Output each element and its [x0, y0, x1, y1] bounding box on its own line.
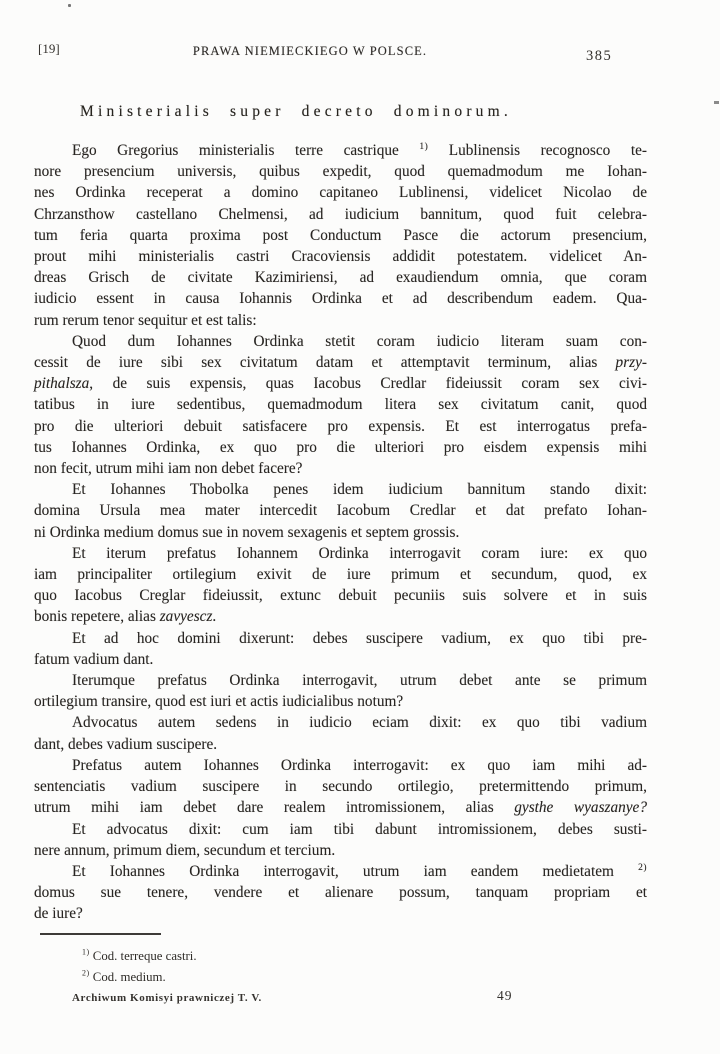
text-line [34, 543, 647, 564]
text-segment: tum feria quarta proxima post Conductum Pasce die actorum presencium, [34, 226, 647, 244]
paragraph [34, 755, 647, 819]
scan-speck [714, 101, 719, 104]
page-number: 385 [586, 48, 613, 64]
text-segment: cessit de iure sibi sex civitatum datam et attemptavit terminum, alias [34, 354, 616, 372]
text-segment: Lublinensis recognosco te- [428, 142, 647, 159]
paragraph [34, 543, 647, 628]
text-segment: bonis repetere, alias [34, 608, 160, 626]
document-title: Ministerialis super decreto dominorum. [80, 103, 512, 120]
text-segment: iudicio essent in causa Iohannis Ordinka et ad describendum eadem. Qua- [34, 290, 647, 308]
paragraph [34, 712, 647, 754]
text-segment: Et ad hoc domini dixerunt: debes suscipere vadium, ex quo tibi pre- [72, 629, 647, 647]
sheet-signature: 49 [497, 988, 513, 1003]
text-segment: prout mihi ministerialis castri Cracoviensis addidit potestatem. videlicet An- [34, 248, 647, 266]
folio-number: [19] [38, 41, 60, 56]
text-line [34, 628, 647, 649]
text-segment: Et advocatus dixit: cum iam tibi dabunt intromissionem, debes susti- [72, 820, 647, 838]
text-segment: nere annum, primum diem, secundum et tercium. [34, 841, 336, 859]
text-segment: Et Iohannes Thobolka penes idem iudicium bannitum stando dixit: [72, 481, 647, 499]
paragraph [34, 819, 647, 861]
text-line [34, 267, 647, 288]
text-line [34, 479, 647, 500]
footnote-ref: 1) [82, 947, 90, 957]
text-line [34, 373, 647, 394]
text-line [34, 161, 647, 182]
text-line [34, 776, 647, 797]
text-segment: Chrzansthow castellano Chelmensi, ad iudicium bannitum, quod fuit celebra- [34, 205, 647, 223]
text-segment: Ego Gregorius ministerialis terre castrique [72, 142, 420, 159]
running-title: PRAWA NIEMIECKIEGO W POLSCE. [192, 44, 428, 58]
text-line [34, 585, 647, 606]
scan-speck [68, 4, 71, 7]
text-segment: domus sue tenere, vendere et alienare possum, tanquam propriam et [34, 884, 647, 902]
text-segment: dant, debes vadium suscipere. [34, 735, 218, 753]
text-line [34, 882, 647, 903]
text-line [34, 649, 647, 670]
text-segment: sentenciatis vadium suscipere in secundo ortilegio, pretermittendo primum, [34, 778, 647, 796]
text-line [34, 500, 647, 521]
text-line [34, 437, 647, 458]
footnote-1 [82, 949, 197, 964]
paragraph [34, 670, 647, 712]
text-segment: Et Iohannes Ordinka interrogavit, utrum iam eandem medietatem [72, 862, 639, 880]
paragraph [34, 628, 647, 670]
text-line [34, 755, 647, 776]
text-segment: . [212, 608, 217, 626]
text-segment: Advocatus autem sedens in iudicio eciam dixit: ex quo tibi vadium [72, 714, 647, 732]
text-line [34, 288, 647, 309]
text-line [34, 204, 647, 225]
text-line [34, 712, 647, 733]
text-line [34, 691, 647, 712]
text-segment: tatibus in iure sedentibus, quemadmodum litera sex civitatum canit, quod [34, 396, 647, 414]
italic-gloss: zavyescz [159, 608, 213, 626]
footnote-ref: 2) [638, 862, 647, 873]
text-segment: Iterumque prefatus Ordinka interrogavit, utrum debet ante se primum [72, 672, 647, 690]
text-line [34, 416, 647, 437]
text-segment: fatum vadium dant. [34, 650, 154, 668]
text-line [34, 182, 647, 203]
text-segment: Et iterum prefatus Iohannem Ordinka interrogavit coram iure: ex quo [72, 544, 647, 562]
text-line [34, 819, 647, 840]
text-segment: Cod. medium. [89, 970, 166, 984]
text-segment: utrum mihi iam debet dare realem intromissionem, alias [34, 799, 515, 817]
text-segment: Cod. terreque castri. [89, 949, 197, 963]
text-segment: rum rerum tenor sequitur et est talis: [34, 311, 257, 329]
text-segment: ni Ordinka medium domus sue in novem sexagenis et septem grossis. [34, 523, 460, 541]
text-line [34, 606, 647, 627]
imprint-line: Archiwum Komisyi prawniczej T. V. [72, 992, 262, 1004]
text-segment: pro die ulteriori debuit satisfacere pro expensis. Et est interrogatus prefa- [34, 417, 647, 435]
italic-gloss: gysthe wyaszanye? [514, 799, 647, 817]
text-line [34, 734, 647, 755]
text-segment: nore presencium universis, quibus expedit, quod quemadmodum me Iohan- [34, 163, 647, 181]
text-line [34, 861, 647, 882]
text-segment: dreas Grisch de civitate Kazimiriensi, ad exaudiendum omnia, que coram [34, 269, 647, 287]
text-line [34, 458, 647, 479]
text-line [34, 394, 647, 415]
text-segment: Prefatus autem Iohannes Ordinka interrogavit: ex quo iam mihi ad- [72, 756, 647, 774]
text-segment: ortilegium transire, quod est iuri et actis iudicialibus notum? [34, 693, 404, 711]
text-segment: quo Iacobus Creglar fideiussit, extunc debuit pecuniis suis solvere et in suis [34, 587, 647, 605]
text-segment: de iure? [34, 905, 83, 923]
footnote-ref: 2) [82, 968, 90, 978]
paragraph [34, 861, 647, 925]
text-line [34, 225, 647, 246]
text-segment: , de suis expensis, quas Iacobus Credlar fideiussit coram sex civi- [89, 375, 647, 393]
text-line [34, 310, 647, 331]
text-segment: Quod dum Iohannes Ordinka stetit coram iudicio literam suam con- [72, 332, 647, 350]
text-segment: nes Ordinka receperat a domino capitaneo Lublinensi, videlicet Nicolao de [34, 184, 647, 202]
text-line [34, 903, 647, 924]
text-line [34, 564, 647, 585]
text-line [34, 840, 647, 861]
italic-gloss: przy- [615, 354, 647, 372]
body-text [34, 140, 647, 925]
text-segment: tus Iohannes Ordinka, ex quo pro die ulteriori pro eisdem expensis mihi [34, 438, 647, 456]
paragraph [34, 331, 647, 479]
text-line [34, 670, 647, 691]
paragraph [34, 479, 647, 543]
text-line [34, 140, 647, 161]
text-segment: non fecit, utrum mihi iam non debet facere? [34, 460, 303, 478]
italic-gloss: pithalsza [34, 375, 90, 393]
text-line [34, 352, 647, 373]
text-line [34, 331, 647, 352]
paragraph [34, 140, 647, 331]
text-segment: domina Ursula mea mater intercedit Iacobum Credlar et dat prefato Iohan- [34, 502, 647, 520]
footnote-ref: 1) [419, 141, 429, 152]
footnote-rule [40, 933, 161, 935]
text-line [34, 246, 647, 267]
text-line [34, 522, 647, 543]
footnote-2 [82, 970, 166, 985]
text-line [34, 797, 647, 818]
text-segment: iam principaliter ortilegium exivit de iure primum et secundum, quod, ex [34, 566, 647, 584]
